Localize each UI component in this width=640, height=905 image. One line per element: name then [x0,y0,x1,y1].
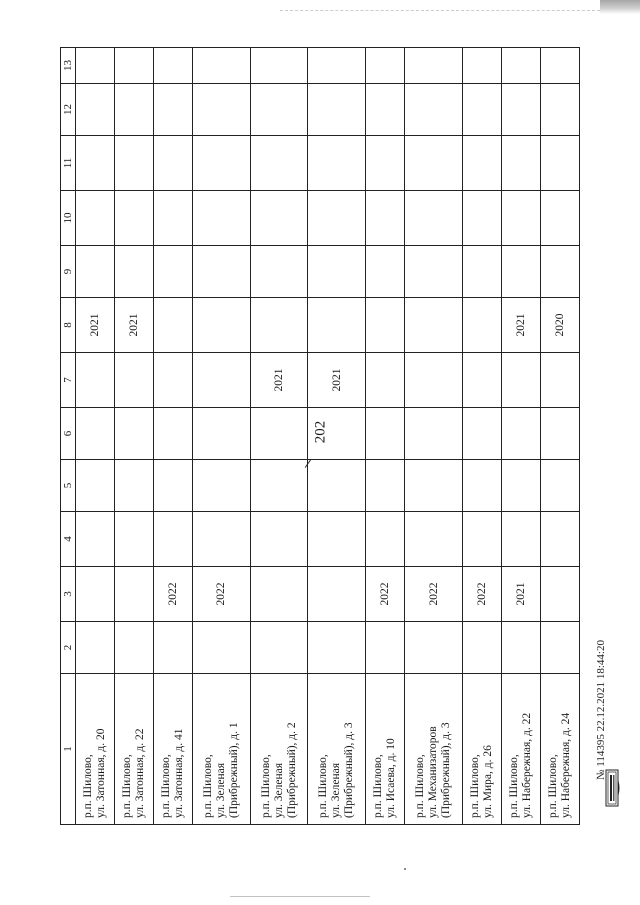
year-cell [250,84,308,136]
address-line: р.п. Шилово, [317,754,330,818]
year-cell [540,191,579,246]
year-cell [462,622,501,674]
year-cell [153,408,192,460]
table-row [114,48,153,825]
year-cell [462,408,501,460]
year-cell [192,48,250,84]
year-cell [153,622,192,674]
year-cell [76,512,115,567]
year-cell [462,191,501,246]
year-cell: 2021 [250,353,308,408]
year-cell [250,460,308,512]
year-cell: 2022 [366,567,405,622]
year-cell [462,460,501,512]
year-cell: 2021 [114,298,153,353]
column-header-10: 10 [61,191,76,246]
address-cell [540,674,579,825]
year-cell [76,48,115,84]
column-header-2: 2 [61,622,76,674]
address-line: р.п. Шилово, [120,754,133,818]
year-cell [153,48,192,84]
year-cell [250,622,308,674]
year-cell [153,512,192,567]
year-cell [462,353,501,408]
year-cell [114,136,153,191]
year-cell [250,512,308,567]
year-cell [366,246,405,298]
page-number: 202 [312,420,329,444]
year-cell [308,460,366,512]
year-cell [308,84,366,136]
year-cell [405,353,463,408]
address-cell [366,674,405,825]
year-cell [308,136,366,191]
column-header-12: 12 [61,84,76,136]
year-cell [366,460,405,512]
year-cell [153,298,192,353]
address-line: р.п. Шилово, [414,754,427,818]
year-cell [308,567,366,622]
address-line: ул. Затонная, д. 41 [172,728,185,818]
document-reference: № 114395 22.12.2021 18:44:20 [595,640,607,780]
table-row [192,48,250,825]
column-header-5: 5 [61,460,76,512]
year-cell [153,191,192,246]
year-cell: 2021 [501,567,540,622]
year-cell [76,191,115,246]
year-cell [76,622,115,674]
year-cell [114,408,153,460]
year-cell [405,246,463,298]
address-line: р.п. Шилово, [159,754,172,818]
address-line: ул. Затонная, д. 20 [94,728,107,818]
year-cell [192,353,250,408]
column-header-8: 8 [61,298,76,353]
year-cell [405,408,463,460]
year-cell [192,622,250,674]
year-cell: 2022 [462,567,501,622]
year-cell [462,84,501,136]
year-cell [501,622,540,674]
address-cell [192,674,250,825]
table-row [76,48,115,825]
year-cell [153,136,192,191]
address-line: ул. Набережная, д. 24 [559,712,572,818]
address-cell [501,674,540,825]
table-row [308,48,366,825]
year-cell [114,84,153,136]
scan-edge-shadow [600,0,640,14]
year-cell: 2021 [308,353,366,408]
table-row [540,48,579,825]
address-cell [405,674,463,825]
year-cell [114,353,153,408]
year-cell [250,191,308,246]
address-line: ул. Затонная, д. 22 [133,728,146,818]
year-cell [76,353,115,408]
address-cell [462,674,501,825]
table-header-row [61,48,76,825]
year-cell [540,84,579,136]
scan-artifact-line [280,10,600,12]
year-cell: 2022 [192,567,250,622]
year-cell [540,246,579,298]
address-line: (Прибрежный), д. 3 [343,722,356,818]
year-cell [114,622,153,674]
year-cell [250,298,308,353]
year-cell [501,512,540,567]
year-cell [153,84,192,136]
year-cell [540,353,579,408]
year-cell [405,622,463,674]
address-line: ул. Мира, д. 26 [481,745,494,818]
year-cell [192,298,250,353]
year-cell [366,353,405,408]
address-cell [114,674,153,825]
year-cell [192,84,250,136]
year-cell [76,408,115,460]
year-cell [501,48,540,84]
year-cell [308,246,366,298]
year-cell [76,460,115,512]
column-header-13: 13 [61,48,76,84]
year-cell [501,460,540,512]
year-cell: 2021 [501,298,540,353]
year-cell [366,136,405,191]
year-cell [114,246,153,298]
address-line: ул. Зеленая [214,763,227,818]
registry-seal-icon [604,769,620,807]
address-line: ул. Исаева, д. 10 [385,738,398,818]
year-cell: 2020 [540,298,579,353]
year-cell [366,191,405,246]
year-cell [501,246,540,298]
address-line: р.п. Шилово, [81,754,94,818]
year-cell [114,191,153,246]
year-cell [462,246,501,298]
year-cell [250,567,308,622]
year-cell [501,353,540,408]
year-cell [192,246,250,298]
address-line: р.п. Шилово, [259,754,272,818]
year-cell [192,408,250,460]
year-cell [308,512,366,567]
year-cell [462,136,501,191]
year-cell [114,48,153,84]
year-cell [153,460,192,512]
year-cell [540,48,579,84]
year-cell [540,136,579,191]
column-header-7: 7 [61,353,76,408]
table-row [462,48,501,825]
year-cell [540,460,579,512]
address-line: р.п. Шилово, [372,754,385,818]
year-cell [192,512,250,567]
year-cell [462,48,501,84]
year-cell [192,136,250,191]
year-cell [540,622,579,674]
data-table [60,47,580,825]
year-cell [76,246,115,298]
address-cell [250,674,308,825]
table-row [501,48,540,825]
year-cell: 2022 [153,567,192,622]
year-cell [366,408,405,460]
address-line: р.п. Шилово, [468,754,481,818]
rotated-table-container [60,48,580,825]
address-line: р.п. Шилово, [546,754,559,818]
year-cell [366,298,405,353]
year-cell [250,408,308,460]
address-line: ул. Зеленая [272,763,285,818]
table-row [153,48,192,825]
address-line: (Прибрежный), д. 2 [285,722,298,818]
year-cell [308,48,366,84]
table-row [250,48,308,825]
column-header-3: 3 [61,567,76,622]
address-line: ул. Зеленая [330,763,343,818]
address-line: (Прибрежный), д. 1 [227,722,240,818]
column-header-1: 1 [61,674,76,825]
year-cell [76,84,115,136]
address-cell [76,674,115,825]
address-line: ул. Набережная, д. 22 [520,712,533,818]
year-cell [153,246,192,298]
year-cell [366,48,405,84]
address-line: р.п. Шилово, [201,754,214,818]
year-cell [308,191,366,246]
year-cell [153,353,192,408]
scan-artifact-line [230,896,370,898]
address-line: ул. Механизаторов [427,726,440,818]
year-cell: 2022 [405,567,463,622]
year-cell [462,298,501,353]
column-header-9: 9 [61,246,76,298]
year-cell [501,136,540,191]
year-cell [250,246,308,298]
year-cell [501,84,540,136]
year-cell [366,84,405,136]
year-cell [366,622,405,674]
pen-dot [404,868,406,870]
year-cell [501,408,540,460]
year-cell [405,191,463,246]
year-cell: 2021 [76,298,115,353]
table-row [366,48,405,825]
year-cell [308,622,366,674]
year-cell [114,460,153,512]
year-cell [540,512,579,567]
year-cell [250,48,308,84]
address-line: р.п. Шилово, [507,754,520,818]
address-cell [153,674,192,825]
column-header-11: 11 [61,136,76,191]
table-row [405,48,463,825]
year-cell [405,48,463,84]
address-line: (Прибрежный), д. 3 [440,722,453,818]
year-cell [462,512,501,567]
year-cell [76,567,115,622]
year-cell [405,136,463,191]
year-cell [308,408,366,460]
year-cell [405,84,463,136]
year-cell [501,191,540,246]
year-cell [76,136,115,191]
year-cell [405,298,463,353]
year-cell [192,191,250,246]
year-cell [366,512,405,567]
column-header-4: 4 [61,512,76,567]
address-cell [308,674,366,825]
year-cell [114,512,153,567]
year-cell [250,136,308,191]
year-cell [308,298,366,353]
year-cell [114,567,153,622]
column-header-6: 6 [61,408,76,460]
year-cell [405,512,463,567]
year-cell [405,460,463,512]
year-cell [540,567,579,622]
year-cell [540,408,579,460]
year-cell [192,460,250,512]
